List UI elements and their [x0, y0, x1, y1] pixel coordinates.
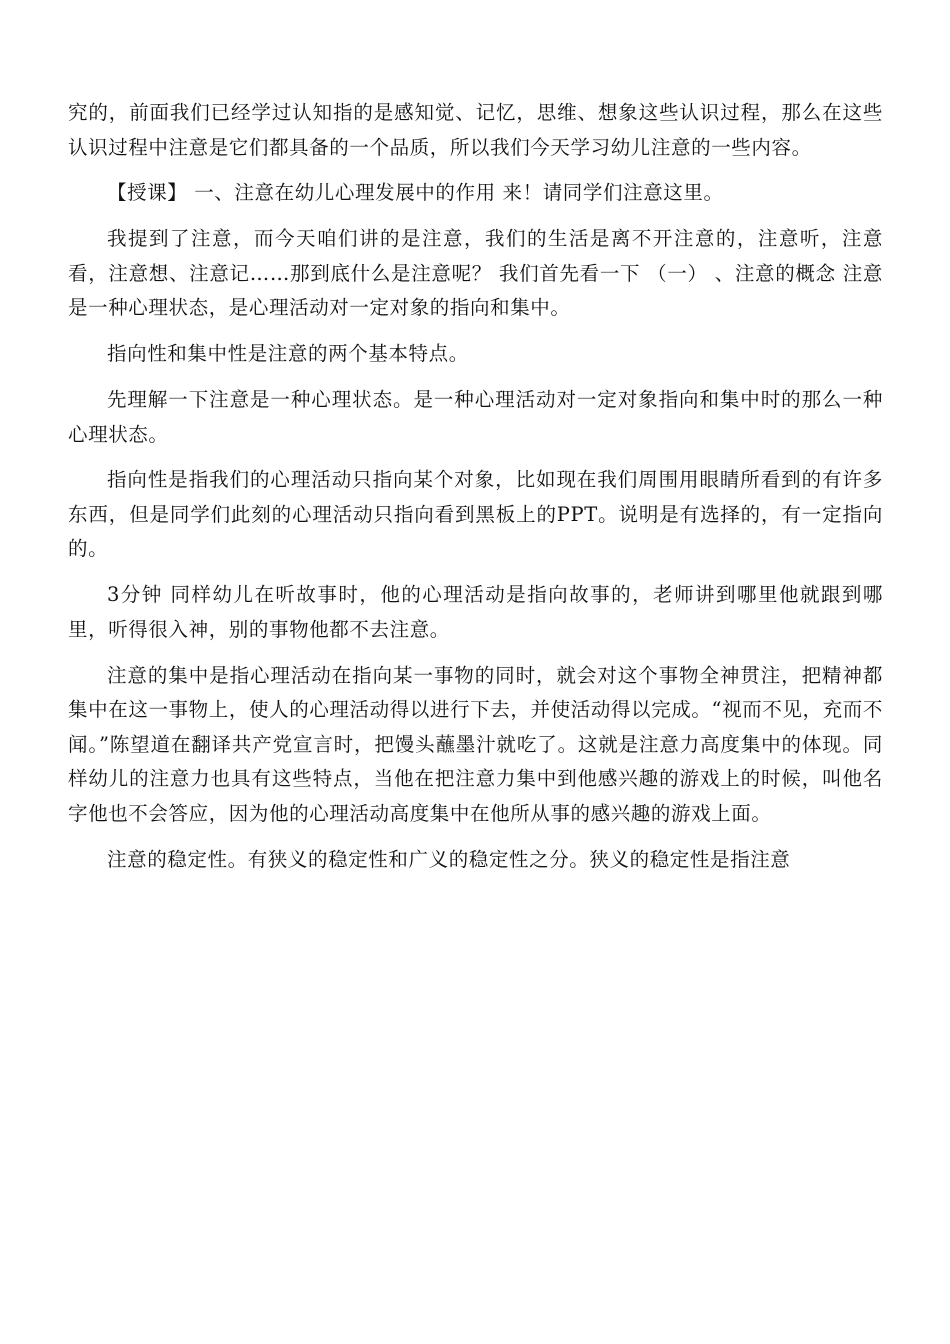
paragraph-continuation: 究的，前面我们已经学过认知指的是感知觉、记忆，思维、想象这些认识过程，那么在这些认识过程中注意是它们都具备的一个品质，所以我们今天学习幼儿注意的一些内容。 [68, 101, 883, 159]
paragraph-directionality: 指向性是指我们的心理活动只指向某个对象，比如现在我们周围用眼睛所看到的有许多东西，但是同学们此刻的心理活动只指向看到黑板上的PPT。说明是有选择的，有一定指向的。 [68, 468, 883, 561]
paragraph-stability: 注意的稳定性。有狭义的稳定性和广义的稳定性之分。狭义的稳定性是指注意 [107, 847, 791, 871]
paragraph-attention-concept: 我提到了注意，而今天咱们讲的是注意，我们的生活是离不开注意的，注意听，注意看，注意想、注意记……那到底什么是注意呢？ 我们首先看一下 （一） 、注意的概念 注意是一种心理状态，是心理活动对一定对象的指向和集中。 [68, 227, 883, 320]
document-body [68, 96, 883, 889]
paragraph-concentration: 注意的集中是指心理活动在指向某一事物的同时，就会对这个事物全神贯注，把精神都集中在这一事物上，使人的心理活动得以进行下去，并使活动得以完成。“视而不见，充而不闻。”陈望道在翻译共产党宣言时，把馒头蘸墨汁就吃了。这就是注意力高度集中的体现。同样幼儿的注意力也具有这些特点，当他在把注意力集中到他感兴趣的游戏上的时候，叫他名字他也不会答应，因为他的心理活动高度集中在他所从事的感兴趣的游戏上面。 [68, 663, 883, 825]
paragraph-mental-state: 先理解一下注意是一种心理状态。是一种心理活动对一定对象指向和集中时的那么一种心理状态。 [68, 387, 883, 446]
paragraph-lesson-heading: 【授课】 一、注意在幼儿心理发展中的作用 来！请同学们注意这里。 [107, 181, 724, 205]
paragraph-basic-features: 指向性和集中性是注意的两个基本特点。 [107, 342, 469, 366]
paragraph-story-example: 3分钟 同样幼儿在听故事时，他的心理活动是指向故事的，老师讲到哪里他就跟到哪里，听得很入神，别的事物他都不去注意。 [68, 583, 883, 641]
